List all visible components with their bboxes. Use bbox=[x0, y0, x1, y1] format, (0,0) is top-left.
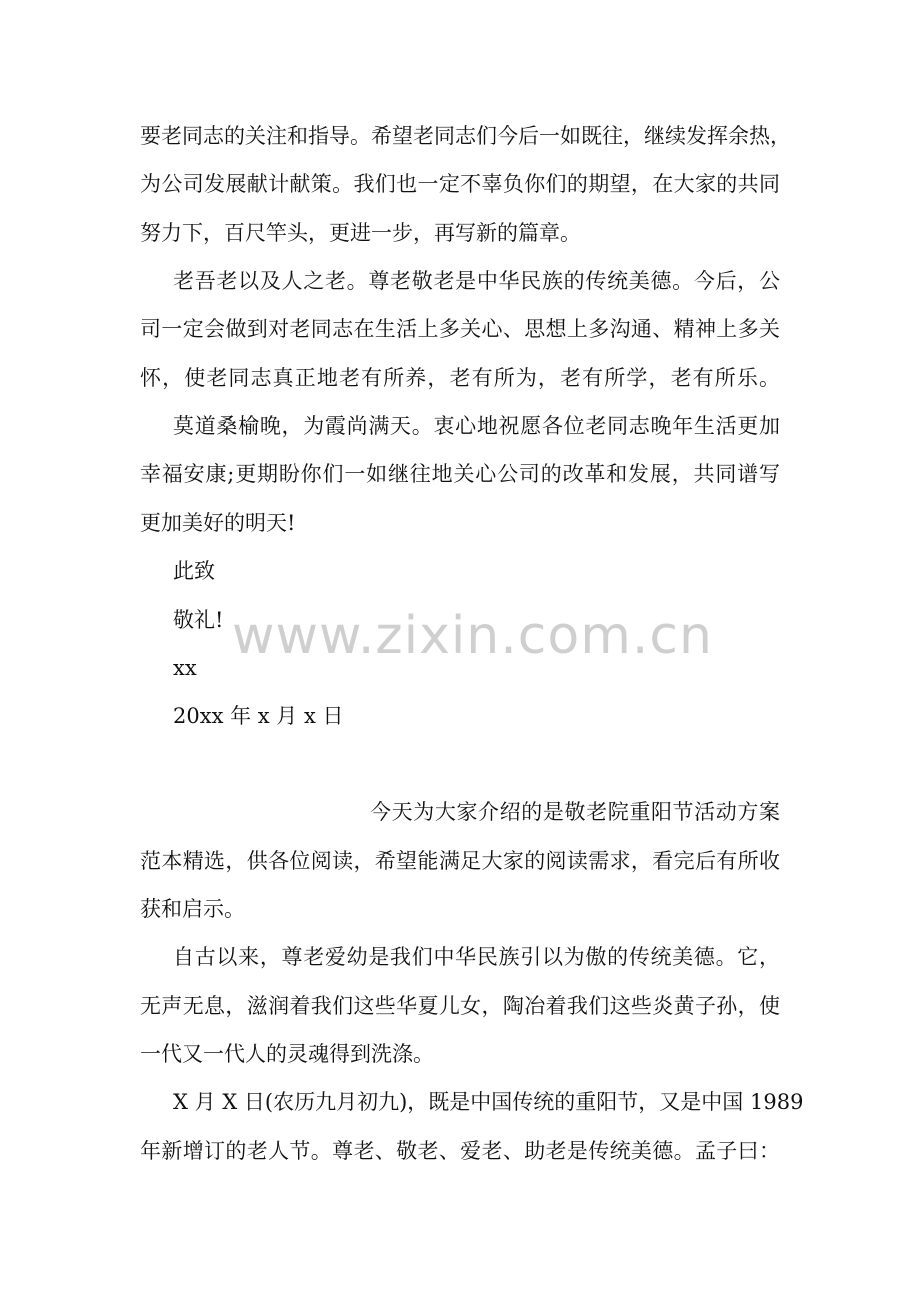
watermark: www.zixin.com.cn bbox=[232, 606, 713, 666]
paragraph-line: 要老同志的关注和指导。希望老同志们今后一如既往，继续发挥余热， bbox=[140, 124, 791, 148]
paragraph-line: 为公司发展献计献策。我们也一定不辜负你们的期望，在大家的共同 bbox=[140, 172, 780, 196]
paragraph-line: 获和启示。 bbox=[140, 897, 245, 921]
paragraph-line: X 月 X 日(农历九月初九)，既是中国传统的重阳节，又是中国 1989 bbox=[173, 1090, 804, 1114]
paragraph-line: 一代又一代人的灵魂得到洗涤。 bbox=[140, 1042, 434, 1066]
closing-salutation: 此致 bbox=[173, 559, 215, 583]
signature: xx bbox=[173, 656, 197, 680]
paragraph-line: 年新增订的老人节。尊老、敬老、爱老、助老是传统美德。孟子曰： bbox=[140, 1139, 780, 1163]
paragraph-line: 自古以来，尊老爱幼是我们中华民族引以为傲的传统美德。它， bbox=[173, 945, 780, 969]
paragraph-line: 老吾老以及人之老。尊老敬老是中华民族的传统美德。今后，公 bbox=[173, 269, 780, 293]
paragraph-line: 莫道桑榆晚，为霞尚满天。衷心地祝愿各位老同志晚年生活更加 bbox=[173, 414, 780, 438]
paragraph-line: 范本精选，供各位阅读，希望能满足大家的阅读需求，看完后有所收 bbox=[140, 849, 780, 873]
paragraph-line: 幸福安康;更期盼你们一如继往地关心公司的改革和发展，共同谱写 bbox=[140, 462, 780, 486]
paragraph-line: 今天为大家介绍的是敬老院重阳节活动方案 bbox=[370, 800, 780, 824]
paragraph-line: 更加美好的明天! bbox=[140, 511, 296, 535]
date-line: 20xx 年 x 月 x 日 bbox=[173, 704, 344, 728]
closing-respect: 敬礼! bbox=[173, 608, 224, 632]
paragraph-line: 无声无息，滋润着我们这些华夏儿女，陶冶着我们这些炎黄子孙，使 bbox=[140, 994, 780, 1018]
paragraph-line: 怀，使老同志真正地老有所养，老有所为，老有所学，老有所乐。 bbox=[140, 366, 780, 390]
paragraph-line: 努力下，百尺竿头，更进一步，再写新的篇章。 bbox=[140, 221, 581, 245]
paragraph-line: 司一定会做到对老同志在生活上多关心、思想上多沟通、精神上多关 bbox=[140, 317, 780, 341]
